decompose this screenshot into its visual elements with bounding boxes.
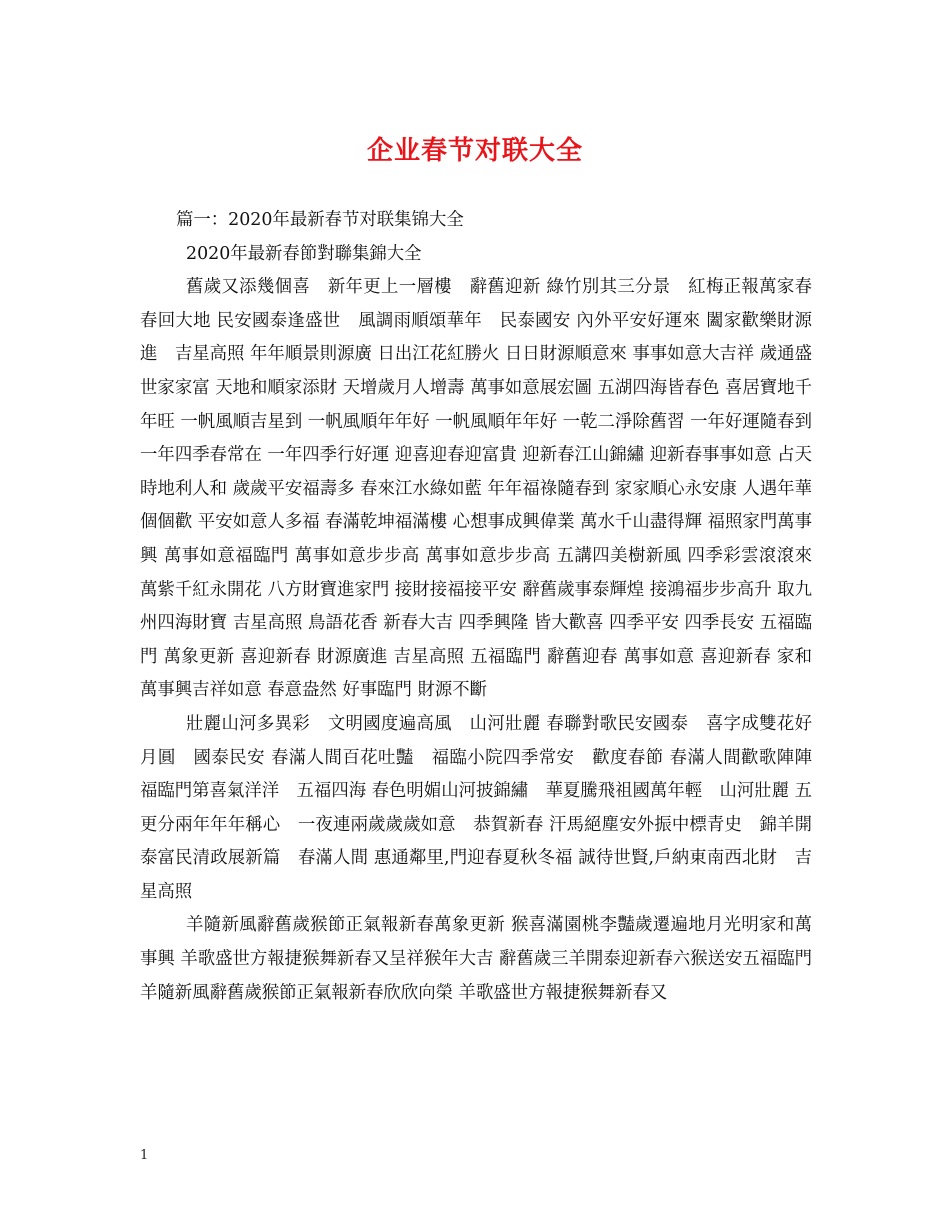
section-heading: 篇一：2020年最新春节对联集锦大全 [176, 210, 464, 230]
paragraph: 羊隨新風辭舊歲猴節正氣報新春萬象更新 猴喜滿園桃李豔歲遷遍地月光明家和萬事興 羊歌盛世方報捷猴舞新春又呈祥猴年大吉 辭舊歲三羊開泰迎新春六猴送安五福臨門 羊隨新風辭舊歲猴節正氣報新春欣欣向榮 羊歌盛世方報捷猴舞新春又 [140, 915, 812, 1003]
sub-heading: 2020年最新春節對聯集錦大全 [186, 243, 422, 264]
paragraph: 壯麗山河多異彩 文明國度遍高風 山河壯麗 春聯對歌民安國泰 喜字成雙花好月圓 國泰民安 春滿人間百花吐豔 福臨小院四季常安 歡度春節 春滿人間歡歌陣陣 福臨門第喜氣洋洋 五福四海 春色明媚山河披錦繡 華夏騰飛祖國萬年輕 山河壯麗 五更分兩年年年稱心 一夜連兩歲歲歲如意 恭賀新春 汗馬絕塵安外振中標青史 錦羊開泰富民清政展新篇 春滿人間 惠通鄰里,門迎春夏秋冬福 誠待世賢,戶納東南西北財 吉星高照 [140, 713, 830, 902]
paragraph: 舊歲又添幾個喜 新年更上一層樓 辭舊迎新 綠竹別其三分景 紅梅正報萬家春 春回大地 民安國泰逢盛世 風調雨順頌華年 民泰國安 內外平安好運來 闔家歡樂財源進 吉星高照 年年順景則源廣 日出江花紅勝火 日日財源順意來 事事如意大吉祥 歲通盛世家家富 天地和順家添財 天增歲月人增壽 萬事如意展宏圖 五湖四海皆春色 喜居寶地千年旺 一帆風順吉星到 一帆風順年年好 一帆風順年年好 一乾二淨除舊習 一年好運隨春到 一年四季春常在 一年四季行好運 迎喜迎春迎富貴 迎新春江山錦繡 迎新春事事如意 占天時地利人和 歲歲平安福壽多 春來江水綠如藍 年年福祿隨春到 家家順心永安康 人遇年華個個歡 平安如意人多福 春滿乾坤福滿樓 心想事成興偉業 萬水千山盡得輝 福照家門萬事興 萬事如意福臨門 萬事如意步步高 萬事如意步步高 五講四美樹新風 四季彩雲滾滾來 萬紫千紅永開花 八方財寶進家門 接財接福接平安 辭舊歲事泰輝煌 接鴻福步步高升 取九州四海財寶 吉星高照 鳥語花香 新春大吉 四季興隆 皆大歡喜 四季平安 四季長安 五福臨門 萬象更新 喜迎新春 財源廣進 吉星高照 五福臨門 辭舊迎春 萬事如意 喜迎新春 家和萬事興吉祥如意 春意盎然 好事臨門 財源不斷 [140, 277, 830, 701]
document-body [140, 204, 830, 1010]
page-number: 1 [140, 1148, 149, 1163]
document-title: 企业春节对联大全 [366, 136, 583, 166]
